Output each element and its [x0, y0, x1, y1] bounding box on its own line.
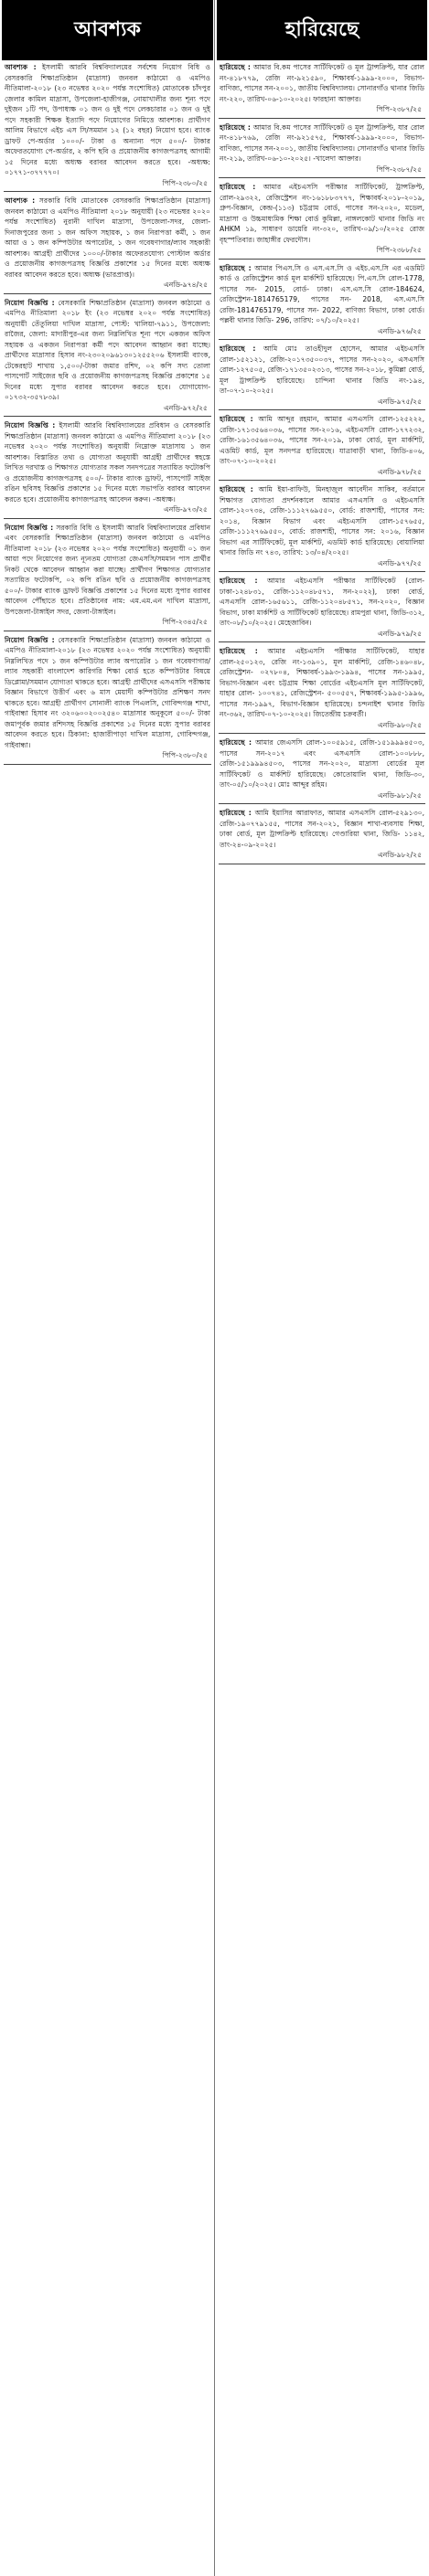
ad-body — [2, 633, 213, 751]
ad-body — [2, 521, 213, 618]
ad-body — [217, 60, 427, 104]
ad-body — [217, 261, 427, 326]
wanted-heading: আবশ্যক — [2, 0, 213, 60]
ad-text: আমার জেএসসি রোল-১০০৫৯১৫, রেজি-১৫১৯৯৯৪৫০৩, পাসের সন-২০১৭ এবং এসএসসি রোল-১০০৮৮৮, রেজি-১৫১৯৯৯৪৫০৩, পাসের সন-২০২০, মাদ্রাসা বোর্ডের মূল সার্টিফিকেট ও মার্কশিট হারিয়েছে। কোতোয়ালি থানা, জিডি-৩০, তাং-০৫/১০/২০২৫। — [220, 738, 424, 789]
ad-body — [217, 180, 427, 245]
ad-separator — [4, 191, 211, 192]
ad-text: বেসরকারি শিক্ষাপ্রতিষ্ঠান (মাদ্রাসা) জনবল কাঠামো ও এমপিও নীতিমালা-২০১৮ (২৩ নভেম্বর ২০২০ পর্যন্ত সংশোধিত) অনুযায়ী নিম্নলিখিত পদে ১ জন কম্পিউটার ল্যাব অপারেটর ১ জন গবেষণাগার/ল্যাব সহকারী বাংলাদেশ কারিগরি শিক্ষা বোর্ড হতে কম্পিউটার বিষয়ে ডিপ্লোমা/সমমান যোগ্যতা থাকতে হবে। আগ্রহী প্রার্থীদের এসএসসি পরীক্ষায় বিজ্ঞান বিভাগে উত্তীর্ণ এবং ৬ মাস মেয়াদী কম্পিউটার প্রশিক্ষণ সনদ থাকতে হবে। আগ্রহী প্রার্থীগণ সোনালী ব্যাংক পিএলসি, গোবিন্দগঞ্জ শাখা, গাইবান্ধা হিসাব নং ৩২০৬০০২০০২৫৪০ মাদ্রাসার অনুকূলে ৫০০/- টাকা জমাপূর্বক জমার রশিদসহ বিজ্ঞপ্তি প্রকাশের ১৫ দিনের মধ্যে সুপার বরাবর আবেদন করতে হবে। ঠিকানা: হাজারীপাড়া দাখিল মাদ্রাসা, গোবিন্দগঞ্জ, গাইবান্ধা। — [5, 635, 210, 749]
wanted-ad-list — [2, 60, 213, 765]
ad-body — [217, 644, 427, 720]
ad-reference: পিপি-২৩৮০/২৫ — [162, 751, 208, 759]
ad-separator — [4, 764, 211, 765]
classified-ad — [2, 419, 213, 519]
ad-text: আমার পিএস.সি ও এস.এস.সি ও এইচ.এস.সি এর এডমিট কার্ড ও রেজিস্ট্রেশন কার্ড মূল মার্কশিট হারিয়েছে। পি.এস.সি রোল-1778, পাসের সন- 2015, বোর্ড- ঢাকা। এস.এস.সি রোল-184624, রেজিস্ট্রেশন-1814765179, পাসের সন- 2018, এস.এস.সি রেজি-1814765179, পাসের সন- 2022, বাণিজ্য বিভাগ, ঢাকা বোর্ড। পল্লবী থানার জিডি- 296, তারিখ: ০৭/১০/২০২৫। — [220, 263, 424, 324]
ad-heading: আবশ্যক : — [5, 63, 37, 71]
classified-ad — [217, 261, 427, 341]
ad-signature: মোঃ আব্দুর রহিম। — [277, 780, 327, 789]
ad-heading: হারিয়েছে : — [220, 122, 251, 132]
ad-heading: হারিয়েছে : — [220, 415, 253, 423]
ad-text: বেসরকারি শিক্ষাপ্রতিষ্ঠান (মাদ্রাসা) জনবল কাঠামো ও এমপিও নীতিমালা ২০১৮ ইং (২৩ নভেম্বর ২০২০ পর্যন্ত সংশোধিত) অনুযায়ী তেঁতুলিয়া দাখিল মাদ্রাসা, পোস্ট: খালিয়া-৭৯১১, উপজেলা: রাজৈর, জেলা: মাদারীপুর-এর জন্য নিম্নলিখিত শূন্য পদে একজন অফিস সহায়ক ও একজন নিরাপত্তা কর্মী পদে আবেদন আহ্বান করা যাচ্ছে। প্রার্থীদের মাদ্রাসার হিসাব নং-২৩০২০৯৬১৩০১২৫৫২০৬ ইসলামী ব্যাংক, টেকেরহাট শাখায় ১,৫০০/-টাকা জমার রশিদ, ০২ কপি সদ্য তোলা পাসপোর্ট সাইজের ছবি ও প্রয়োজনীয় কাগজপত্রসহ বিজ্ঞপ্তি প্রকাশের ১৫ দিনের মধ্যে সুপার বরাবর আবেদন করতে হবে। যোগাযোগ- — [5, 298, 210, 391]
classified-ad — [217, 574, 427, 642]
ad-body — [217, 342, 427, 397]
column-wanted — [2, 0, 213, 767]
ad-heading: নিয়োগ বিজ্ঞপ্তি : — [5, 298, 55, 307]
classified-ad — [217, 60, 427, 119]
ad-body — [217, 736, 427, 790]
column-lost — [217, 0, 427, 866]
lost-ad-list — [217, 60, 427, 864]
ad-separator — [219, 733, 425, 734]
ad-reference: এনডি-৯৭৪/২৫ — [163, 281, 208, 289]
ad-text: আমার এইচএসসি পরীক্ষার সার্টিফিকেট, যাহার রোল-২৫০১২৩, রেজি নং-১৩৯০১, মূল মার্কশিট, রেজি-১৪৬০৪৮, রেজিস্ট্রেশন- ০২৭৮০৪, শিক্ষাবর্ষ-১৯৯৩-১৯৯৪, পাসের সন-১৯৯৫, বিভাগ-বিজ্ঞান এবং চট্টগ্রাম শিক্ষা বোর্ডের এইচএসসি মূল সার্টিফিকেট, যাহার রোল- ১০০৭৪১, রেজিস্ট্রেশন- ৫০০৫৫৭, শিক্ষাবর্ষ-১৯৯৫-১৯৯৬, পাসের সন-১৯৯৭, বিভাগ-বিজ্ঞান হারিয়েছে। চন্দনাইশ থানার জিডি নং-৩৬২, তারিখ-০৭-১০-২০২৫। — [220, 647, 424, 718]
ad-signature: ০১৭৩২-৩৫৭৮৩৯। — [5, 393, 59, 401]
ad-separator — [219, 339, 425, 340]
ad-text: সরকারি বিধি মোতাবেক বেসরকারি শিক্ষাপ্রতিষ্ঠান (মাদ্রাসা) জনবল কাঠামো ও এমপিও নীতিমালা ২০১৮ অনুযায়ী (২৩ নভেম্বর ২০২০ পর্যন্ত সংশোধিত) নুরানী দাখিল মাদ্রাসা, উপজেলা-সদর, জেলা-দিনাজপুরের জন্য ১ জন অফিস সহায়ক, ১ জন নিরাপত্তা কর্মী, ১ জন আয়া ও ১ জন কম্পিউটার অপারেটর, ১ জন গবেষণাগার/ল্যাব সহকারী আবশ্যক। আগ্রহী প্রার্থীদের ১০০০/-টাকার অফেরতযোগ্য পোস্টাল অর্ডার ও প্রয়োজনীয় কাগজপত্রসহ বিজ্ঞপ্তি প্রকাশের ১৫ দিনের মধ্যে অধ্যক্ষ বরাবর আবেদন করতে হবে। — [5, 196, 210, 279]
ad-signature: -খালেদা আক্তার। — [313, 154, 361, 163]
ad-reference: পিপি-২৩৮০/২৫ — [162, 178, 208, 187]
ad-heading: হারিয়েছে : — [220, 183, 256, 191]
ad-heading: নিয়োগ বিজ্ঞপ্তি : — [5, 635, 55, 644]
ad-separator — [219, 409, 425, 410]
classified-ad — [2, 633, 213, 765]
ad-heading: নিয়োগ বিজ্ঞপ্তি : — [5, 421, 56, 429]
classified-ad — [2, 60, 213, 192]
ad-reference: পিপি-২৩৮৭/২৫ — [376, 105, 422, 113]
classified-ad — [217, 412, 427, 481]
classified-ad — [217, 180, 427, 260]
ad-reference: পিপি-২৩৮৭/২৫ — [376, 164, 422, 174]
ad-heading: হারিয়েছে : — [220, 345, 256, 353]
ad-reference: পিপি-২৩৪৫/২৫ — [162, 618, 208, 626]
ad-reference: এনডি-৯৭৬/২৫ — [377, 326, 422, 335]
classified-ad — [217, 644, 427, 734]
ad-text: আমার বি.কম পাসের সার্টিফিকেট ও মূল ট্রান্সক্রিপ্ট, যার রোল নং-৪১৮৭৬৯, রেজি নং-৯২১৫৭৫, শিক্ষাবর্ষ-১৯৯৯-২০০০, বিভাগ-বাণিজ্য, পাসের সন-২০০১, জাতীয় বিশ্ববিদ্যালয়। সোনারগাঁও থানার জিডি নং-২১৯, তারিখ-০৬-১০-২০২৫। — [220, 122, 424, 163]
ad-reference: এনডি-৯৭৫/২৫ — [377, 397, 422, 406]
ad-signature: অধ্যক্ষ (ভারপ্রাপ্ত)। — [82, 270, 134, 279]
ad-text: আমি ইয়া-রাফিউ, মিনহাজুল আবেদীন সাকিব, বর্তমানে শিক্ষাগত যোগ্যতা প্রদর্শনকালে আমার এসএসসি ও এইচএসসি রোল-১২০৭৩৪, রেজি-১১১২৭৬৯৫৫০, বোর্ড: রাজশাহী, পাসের সন: ২০১৪, বিজ্ঞান বিভাগ এবং এইচএসসি রোল-১৫৭৬৫৫, রেজি-১১১২৭৬৯৫৫০, বোর্ড: রাজশাহী, পাসের সন: ২০১৬, বিজ্ঞান বিভাগ এর সার্টিফিকেট, মূল মার্কশিট, এডমিট কার্ড হারিয়েছে। বোয়ালিয়া থানার জিডি নং ৭৪৩, তারিখ: ১৩/০৪/২০২৫। — [220, 485, 425, 557]
ad-text: আমার এইচএসসি পরীক্ষার সার্টিফিকেট (রোল-ঢাকা-১২৪৮৩১, রেজি-১১২০৪৮৫৭১, সন-২০২২), ঢাকা বোর্ড, এসএসসি রোল-১৬৫৬১১, রেজি-১১২০৪৮৫৭১, সন-২০২০, বিজ্ঞান বিভাগ, ঢাকা মার্কশিট ও সার্টিফিকেট হারিয়েছে। রামপুরা থানা, জিডি-৩১২, তাং-০৮/১০/২০২৫। — [220, 577, 424, 627]
ad-signature: মেহেজাবিন। — [277, 619, 312, 627]
ad-heading: হারিয়েছে : — [220, 647, 258, 655]
ad-separator — [4, 518, 211, 519]
classified-ad — [2, 194, 213, 294]
ad-text: আমার এইচএসসি পরীক্ষার সার্টিফিকেট, ট্রান্সক্রিপ্ট, রোল-২৯৩২২, রেজিস্ট্রেশন নং-১৬১৮৮৩৭৭৭, শিক্ষাবর্ষ-২০১৮-২০১৯, গ্রুপ-বিজ্ঞান, কেন্দ্র-(১১৩) চট্টগ্রাম বোর্ড, পাসের সন-২০২০, মডেল, মাদ্রাসা ও উচ্চমাধ্যমিক শিক্ষা বোর্ড কুমিল্লা, নাঙ্গলকোট থানার জিডি নং AHKM ১৯, সাধারণ ডায়েরি নং-৩২০, তারিখ-০৯/১০/২০২৫ রোজ বৃহস্পতিবার। জাহাঙ্গীর ফেরদৌস। — [220, 183, 424, 244]
ad-reference: এনডি-৯৭৯/২৫ — [377, 629, 422, 638]
ad-separator — [219, 259, 425, 260]
ad-heading: হারিয়েছে : — [220, 809, 252, 817]
ad-heading: হারিয়েছে : — [220, 577, 258, 585]
ad-separator — [219, 480, 425, 481]
ad-reference: এনডি-৯৭৭/২৫ — [377, 558, 422, 567]
ad-separator — [219, 571, 425, 572]
ad-text: আমার বি.কম পাসের সার্টিফিকেট ও মূল ট্রান্সক্রিপ্ট, যার রোল নং-৪১৮৭৭৯, রেজি নং-৯২১৫৯০, শিক্ষাবর্ষ-১৯৯৯-২০০০, বিভাগ-বাণিজ্য, পাসের সন-২০০১, জাতীয় বিশ্ববিদ্যালয়। সোনারগাঁও থানার জিডি নং-২২০, তারিখ-০৬-১০-২০২৫। — [220, 63, 424, 103]
ad-body — [217, 574, 427, 629]
ad-text: আমি ইয়াসির আরাফাত, আমার এসএসসি রোল-৫২৯১৩০, রেজি-১৯০৭৭৯১৫৫, পাসের সন-২০২১, বিজ্ঞান শাখা-ব্যবসায় শিক্ষা, ঢাকা বোর্ড, মূল ট্রান্সক্রিপ্ট হারিয়েছে। গেণ্ডারিয়া থানা, জিডি- ১১৪২, তাং-২৪-০৯-২০২৫। — [220, 809, 424, 849]
classified-ad — [2, 521, 213, 631]
ad-signature: জিতেন্দ্রীয় চক্রবর্তী। — [313, 710, 367, 718]
classified-ad — [217, 482, 427, 572]
ad-heading: হারিয়েছে : — [220, 485, 253, 493]
ad-heading: আবশ্যক : — [5, 196, 36, 205]
ad-signature: ফারহানা আক্তার। — [313, 94, 361, 103]
ad-body — [217, 482, 427, 558]
ad-body — [217, 121, 427, 164]
ad-reference: এনডি-৯৭৩/২৫ — [163, 505, 208, 514]
ad-separator — [219, 803, 425, 804]
classified-ad — [217, 342, 427, 410]
ad-heading: হারিয়েছে : — [220, 263, 252, 272]
classified-ad — [217, 121, 427, 179]
ad-heading: নিয়োগ বিজ্ঞপ্তি : — [5, 523, 54, 532]
ad-reference: এনডি-৯৮১/২৫ — [377, 790, 422, 800]
ad-separator — [4, 293, 211, 294]
classified-ad — [2, 296, 213, 418]
ad-text: আমি আব্দুর রহমান, আমার এসএসসি রোল-১২৫২২২, রেজি-১৭১৩৫৬৪০৩৬, পাসের সন-২০১৬, এইচএসসি রোল-১৭৭২৩২, রেজি-১৬১৩৫৬৪০৩৬, পাসের সন-২০১৯, ঢাকা বোর্ড, মূল মার্কশিট, এডমিট কার্ড, মূল সনদপত্র হারিয়েছে। যাত্রাবাড়ী থানা, জিডি-৪০৬, তাং-০৭-১০-২০২৫। — [220, 415, 424, 465]
ad-signature: প্রয়োজনীয় কাগজপত্রসহ আবেদন করুন। -অধ্যক্ষ। — [38, 494, 176, 504]
column-divider — [214, 0, 215, 2576]
ad-heading: হারিয়েছে : — [220, 63, 251, 71]
ad-separator — [219, 177, 425, 178]
ad-body — [217, 412, 427, 467]
ad-reference: পিপি-২৩৮৮/২৫ — [376, 246, 422, 254]
ad-heading: হারিয়েছে : — [220, 738, 252, 747]
ad-reference: এনডি-৯৭৮/২৫ — [377, 467, 422, 476]
ad-separator — [4, 416, 211, 417]
ad-separator — [219, 641, 425, 642]
ad-body — [2, 419, 213, 504]
ad-text: ইসলামী আরবি বিশ্ববিদ্যালয়ের সর্বশেষ নিয়োগ বিধি ও বেসরকারি শিক্ষাপ্রতিষ্ঠান (মাদ্রাসা) জনবল কাঠামো ও এমপিও নীতিমালা-২০১৮ (২৩ নভেম্বর ২০২০ পর্যন্ত সংশোধিত) মোতাবেক চাঁদপুর জেলার কামিল মাদ্রাসা, উপজেলা-হাজীগঞ্জ, নোয়াখালীর জন্য শূন্য পদে দুইজন ১টি পদ, উপাধ্যক্ষ ০১ জন ও দুই পদে লেকচারার ০১ জন ও দুই পদে সহকারী শিক্ষক ইত্যাদি পদে নিয়োগের নিমিত্তে আবশ্যক। প্রার্থীগণ আলিম বিভাগে এইচ এস সি/সমমান ১২ (১২ বছর) নিয়োগ হবে। ব্যাংক ড্রাফট পে-অর্ডার ১০০০/- টাকা ও অন্যান্য পদে ৫০০/- টাকার অফেরতযোগ্য পে-অর্ডার, ২ কপি ছবি ও প্রয়োজনীয় কাগজপত্রসহ আগামী ১৫ দিনের মধ্যে অধ্যক্ষ বরাবর আবেদন করতে হবে। — [5, 63, 210, 166]
ad-text: আমি মোঃ তাওহীদুল হোসেন, আমার এইচএসসি রোল-১৫২১২১, রেজি-২০১৭৩৫০০৩৭, পাসের সন-২০২০, এসএসসি রোল-১২৭৫০৫, রেজি-১৭১৩৫০২৩১৩, পাসের সন-২০১৮, কুমিল্লা বোর্ড, মূল ট্রান্সক্রিপ্ট হারিয়েছে। চান্দিনা থানার জিডি নং-১৯৪, তা-০৭-১০-২০২৫। — [220, 345, 424, 395]
ad-body — [2, 194, 213, 280]
lost-heading: হারিয়েছে — [217, 0, 427, 60]
classified-ad — [217, 806, 427, 864]
ad-body — [2, 60, 213, 178]
ad-reference: এনডি-৯৮০/২৫ — [377, 720, 422, 729]
ad-text: ইসলামী আরবি বিশ্ববিদ্যালয়ের প্রবিধান ও বেসরকারি শিক্ষাপ্রতিষ্ঠান (মাদ্রাসা) জনবল কাঠামো ও এমপিও নীতিমালা ২০১৮ (২৩ নভেম্বর ২০২০ পর্যন্ত সংশোধিত) অনুযায়ী নিম্নোক্ত মাদ্রাসায় ১ জন আবশ্যক। বিস্তারিত তথ্য ও যোগ্যতা অনুযায়ী আগ্রহী প্রার্থীদের স্বহস্তে লিখিত দরখাস্ত ও শিক্ষাগত যোগ্যতার সকল সনদপত্রের সত্যায়িত ফটোকপি ও প্রয়োজনীয় কাগজপত্রসহ ৫০০/- টাকার ব্যাংক ড্রাফট, পাসপোর্ট সাইজ রঙিন ছবিসহ বিজ্ঞপ্তি প্রকাশের ১৫ দিনের মধ্যে সভাপতি বরাবর আবেদন করতে হবে। — [5, 421, 210, 504]
ad-reference: এনডি-৯৮২/২৫ — [377, 851, 422, 859]
ad-text: সরকারি বিধি ও ইসলামী আরবি বিশ্ববিদ্যালয়ের প্রবিধান এবং বেসরকারি শিক্ষাপ্রতিষ্ঠান (মাদ্রাসা) জনবল কাঠামো ও এমপিও নীতিমালা ২০১৮ (২৩ নভেম্বর ২০২০ পর্যন্ত সংশোধিত) অনুযায়ী ০১ জন আয়া পদে নিয়োগের জন্য ন্যূনতম যোগ্যতা জেএসসি/সমমান পাস প্রার্থীর নিকট থেকে আবেদন আহ্বান করা যাচ্ছে। প্রার্থীগণ শিক্ষাগত যোগ্যতার সত্যায়িত ফটোকপি, ০২ কপি রঙিন ছবি ও প্রয়োজনীয় কাগজপত্রসহ ৫০০/- টাকার ব্যাংক ড্রাফট বিজ্ঞপ্তি প্রকাশের ১৫ দিনের মধ্যে সুপার বরাবর আবেদন পৌঁছাতে হবে। প্রতিষ্ঠানের নাম: এম.এম.এন দাখিল মাদ্রাসা, উপজেলা-টাঙ্গাইল সদর, জেলা-টাঙ্গাইল। — [5, 523, 210, 616]
ad-body — [217, 806, 427, 850]
ad-signature: -অধ্যক্ষ: ০১৭৭১-৩৭৭৭৭০। — [5, 157, 210, 176]
ad-reference: এনডি-৯৭২/২৫ — [163, 403, 208, 412]
ad-body — [2, 296, 213, 403]
classified-ad — [217, 736, 427, 804]
ad-separator — [219, 118, 425, 119]
